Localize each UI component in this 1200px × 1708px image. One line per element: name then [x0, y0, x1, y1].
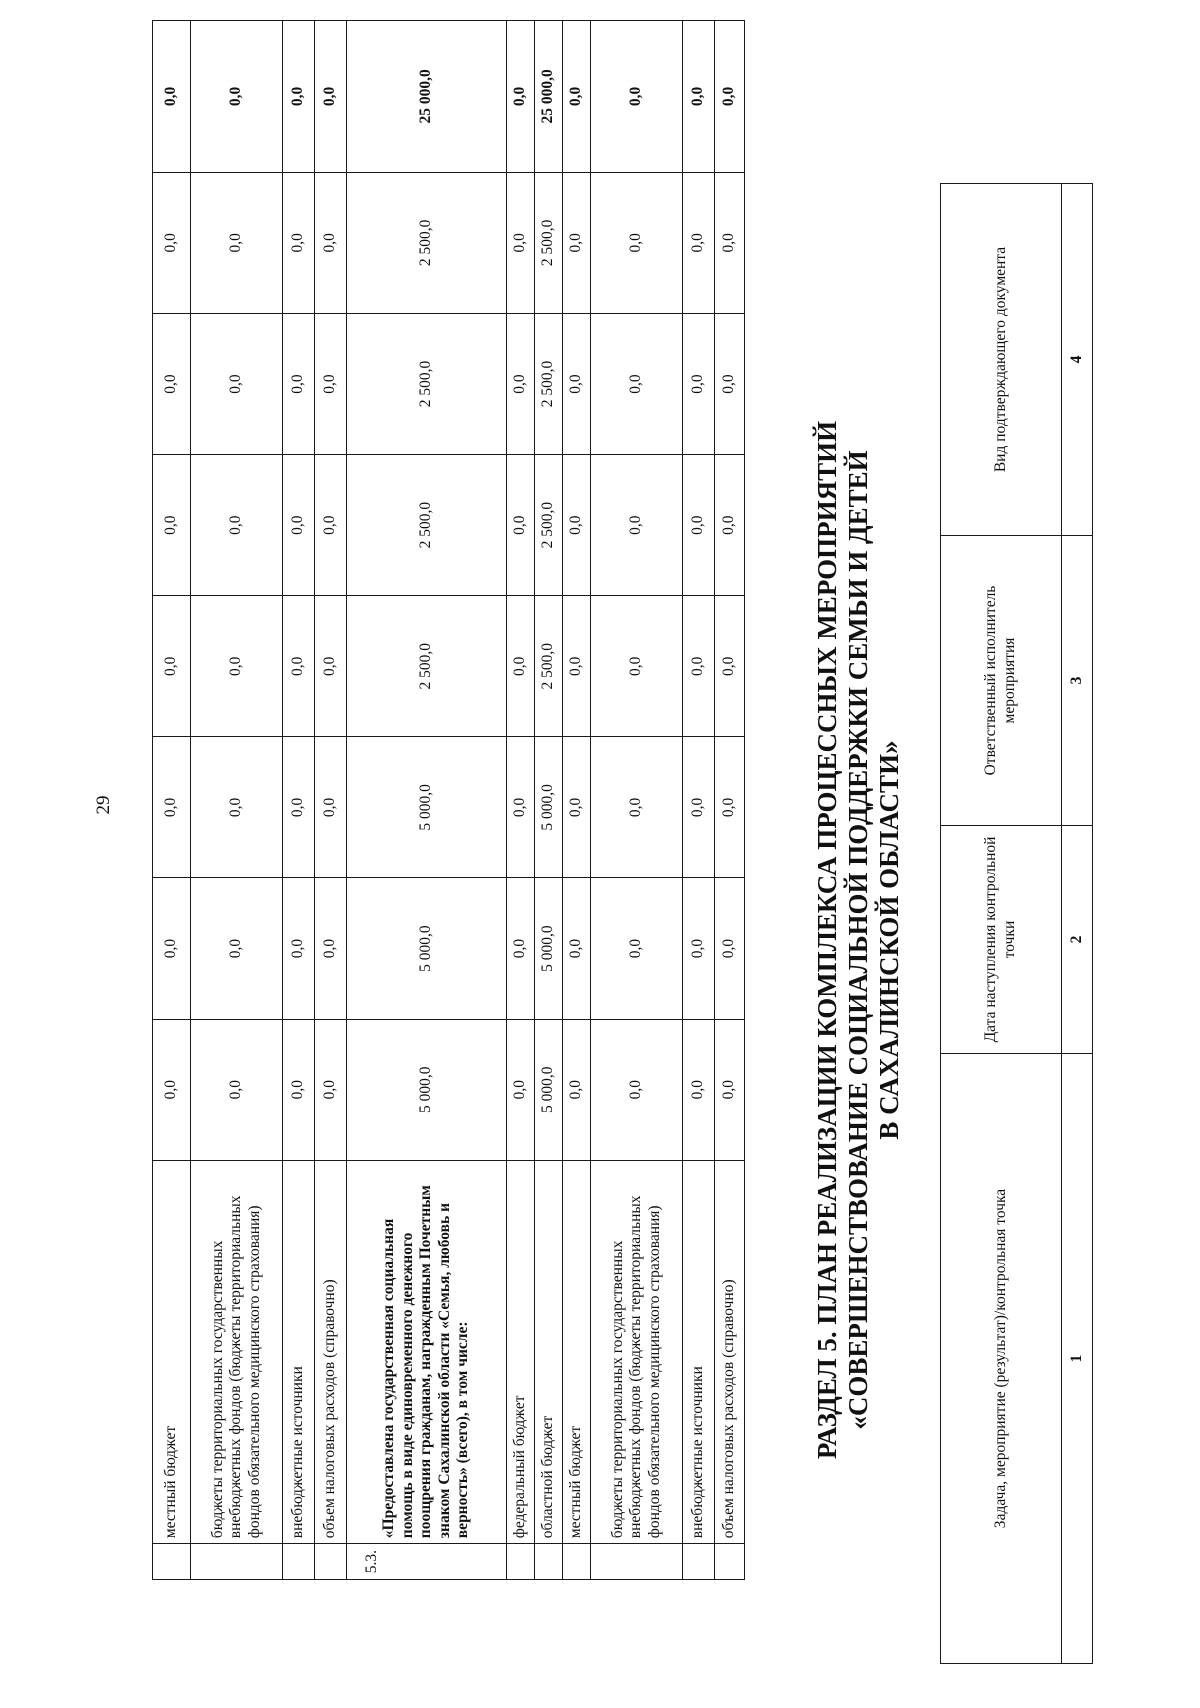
value-cell: 0,0	[563, 737, 591, 878]
row-label-cell: местный бюджет	[153, 1160, 191, 1543]
value-cell: 0,0	[315, 313, 347, 454]
plan-header-task: Задача, мероприятие (результат)/контрольная точка	[941, 1054, 1062, 1664]
plan-header-document: Вид подтверждающего документа	[941, 184, 1062, 536]
value-cell: 0,0	[563, 455, 591, 596]
row-index-cell	[315, 1544, 347, 1580]
value-cell: 0,0	[683, 313, 715, 454]
value-cell: 25 000,0	[347, 21, 507, 173]
value-cell: 0,0	[153, 1019, 191, 1160]
value-cell: 0,0	[591, 737, 683, 878]
plan-table	[940, 183, 1093, 1664]
value-cell: 0,0	[683, 172, 715, 313]
value-cell: 0,0	[715, 21, 745, 173]
value-cell: 5 000,0	[347, 878, 507, 1019]
budget-table	[152, 20, 745, 1580]
value-cell: 5 000,0	[347, 737, 507, 878]
row-label-cell: внебюджетные источники	[683, 1160, 715, 1543]
value-cell: 0,0	[591, 878, 683, 1019]
row-index-cell	[191, 1544, 283, 1580]
row-index-cell	[683, 1544, 715, 1580]
row-label-cell: бюджеты территориальных государственных внебюджетных фондов (бюджеты территориальных фондов обязательного медицинского страхования)	[591, 1160, 683, 1543]
row-index-cell	[715, 1544, 745, 1580]
plan-col-number: 2	[1062, 826, 1093, 1054]
value-cell: 0,0	[283, 313, 315, 454]
value-cell: 0,0	[283, 21, 315, 173]
section-title-line-2: «СОВЕРШЕНСТВОВАНИЕ СОЦИАЛЬНОЙ ПОДДЕРЖКИ СЕМЬИ И ДЕТЕЙ	[843, 450, 874, 1430]
value-cell: 0,0	[563, 172, 591, 313]
value-cell: 0,0	[683, 878, 715, 1019]
plan-header-date: Дата наступления контрольной точки	[941, 826, 1062, 1054]
value-cell: 0,0	[507, 455, 535, 596]
value-cell: 0,0	[563, 313, 591, 454]
value-cell: 0,0	[507, 21, 535, 173]
row-label-cell: бюджеты территориальных государственных внебюджетных фондов (бюджеты территориальных фондов обязательного медицинского страхования)	[191, 1160, 283, 1543]
value-cell: 0,0	[283, 455, 315, 596]
value-cell: 0,0	[283, 596, 315, 737]
value-cell: 0,0	[153, 596, 191, 737]
value-cell: 0,0	[715, 878, 745, 1019]
value-cell: 0,0	[315, 878, 347, 1019]
value-cell: 0,0	[715, 172, 745, 313]
value-cell: 0,0	[507, 737, 535, 878]
value-cell: 5 000,0	[347, 1019, 507, 1160]
plan-col-number: 1	[1062, 1054, 1093, 1664]
value-cell: 0,0	[153, 455, 191, 596]
plan-col-number: 4	[1062, 184, 1093, 536]
value-cell: 0,0	[563, 1019, 591, 1160]
value-cell: 0,0	[591, 172, 683, 313]
row-label-cell: объем налоговых расходов (справочно)	[315, 1160, 347, 1543]
value-cell: 0,0	[683, 737, 715, 878]
value-cell: 0,0	[591, 455, 683, 596]
value-cell: 0,0	[507, 1019, 535, 1160]
value-cell: 0,0	[715, 455, 745, 596]
budget-row	[591, 21, 683, 1580]
value-cell: 0,0	[191, 313, 283, 454]
value-cell: 0,0	[315, 596, 347, 737]
plan-table-block	[940, 184, 1090, 1664]
section-title-line-3: В САХАЛИНСКОЙ ОБЛАСТИ»	[874, 740, 905, 1140]
value-cell: 0,0	[191, 1019, 283, 1160]
value-cell: 0,0	[507, 596, 535, 737]
value-cell: 0,0	[153, 313, 191, 454]
value-cell: 5 000,0	[535, 878, 563, 1019]
plan-header-responsible: Ответственный исполнитель мероприятия	[941, 536, 1062, 826]
budget-row	[283, 21, 315, 1580]
plan-table-number-row	[1062, 184, 1093, 1664]
value-cell: 2 500,0	[347, 455, 507, 596]
budget-row	[315, 21, 347, 1580]
section-title-block	[812, 210, 932, 1670]
value-cell: 0,0	[563, 596, 591, 737]
value-cell: 0,0	[563, 878, 591, 1019]
value-cell: 0,0	[153, 737, 191, 878]
row-label-cell: местный бюджет	[563, 1160, 591, 1543]
budget-row	[153, 21, 191, 1580]
plan-col-number: 3	[1062, 536, 1093, 826]
value-cell: 0,0	[191, 21, 283, 173]
value-cell: 0,0	[191, 172, 283, 313]
value-cell: 0,0	[191, 455, 283, 596]
budget-row	[191, 21, 283, 1580]
value-cell: 0,0	[191, 737, 283, 878]
value-cell: 0,0	[507, 313, 535, 454]
budget-row	[535, 21, 563, 1580]
budget-row	[507, 21, 535, 1580]
row-index-cell	[153, 1544, 191, 1580]
value-cell: 0,0	[507, 172, 535, 313]
value-cell: 0,0	[315, 1019, 347, 1160]
budget-row	[715, 21, 745, 1580]
value-cell: 0,0	[191, 878, 283, 1019]
value-cell: 0,0	[283, 737, 315, 878]
value-cell: 0,0	[715, 737, 745, 878]
row-index-cell	[283, 1544, 315, 1580]
value-cell: 0,0	[591, 21, 683, 173]
value-cell: 0,0	[283, 878, 315, 1019]
value-cell: 0,0	[153, 878, 191, 1019]
value-cell: 0,0	[715, 1019, 745, 1160]
value-cell: 25 000,0	[535, 21, 563, 173]
row-index-cell: 5.3.	[347, 1544, 507, 1580]
value-cell: 2 500,0	[347, 313, 507, 454]
plan-table-header-row	[941, 184, 1062, 1664]
row-index-cell	[507, 1544, 535, 1580]
row-index-cell	[535, 1544, 563, 1580]
section-title	[812, 210, 905, 1670]
value-cell: 2 500,0	[535, 596, 563, 737]
section-title-line-1: РАЗДЕЛ 5. ПЛАН РЕАЛИЗАЦИИ КОМПЛЕКСА ПРОЦЕССНЫХ МЕРОПРИЯТИЙ	[812, 420, 842, 1460]
value-cell: 0,0	[283, 1019, 315, 1160]
value-cell: 2 500,0	[347, 596, 507, 737]
row-label-cell: областной бюджет	[535, 1160, 563, 1543]
value-cell: 0,0	[283, 172, 315, 313]
value-cell: 0,0	[153, 21, 191, 173]
budget-row	[683, 21, 715, 1580]
budget-row	[563, 21, 591, 1580]
value-cell: 0,0	[315, 21, 347, 173]
value-cell: 0,0	[563, 21, 591, 173]
value-cell: 0,0	[683, 455, 715, 596]
value-cell: 2 500,0	[535, 172, 563, 313]
value-cell: 0,0	[591, 313, 683, 454]
value-cell: 2 500,0	[347, 172, 507, 313]
page-number: 29	[93, 795, 114, 815]
value-cell: 0,0	[191, 596, 283, 737]
value-cell: 0,0	[683, 1019, 715, 1160]
value-cell: 0,0	[683, 21, 715, 173]
budget-table-block	[152, 20, 782, 1580]
row-label-cell: внебюджетные источники	[283, 1160, 315, 1543]
row-label-cell: объем налоговых расходов (справочно)	[715, 1160, 745, 1543]
value-cell: 0,0	[315, 455, 347, 596]
row-label-cell: федеральный бюджет	[507, 1160, 535, 1543]
value-cell: 0,0	[715, 313, 745, 454]
value-cell: 0,0	[507, 878, 535, 1019]
row-label-cell: «Предоставлена государственная социальная помощь в виде единовременного денежного поощрения гражданам, награжденным Почетным знаком Сахалинской области «Семья, любовь и верность» (всего), в том числе:	[347, 1160, 507, 1543]
value-cell: 0,0	[591, 596, 683, 737]
value-cell: 5 000,0	[535, 1019, 563, 1160]
value-cell: 0,0	[683, 596, 715, 737]
value-cell: 2 500,0	[535, 455, 563, 596]
value-cell: 5 000,0	[535, 737, 563, 878]
row-index-cell	[591, 1544, 683, 1580]
value-cell: 0,0	[315, 172, 347, 313]
value-cell: 2 500,0	[535, 313, 563, 454]
value-cell: 0,0	[153, 172, 191, 313]
budget-row	[347, 21, 507, 1580]
value-cell: 0,0	[315, 737, 347, 878]
value-cell: 0,0	[591, 1019, 683, 1160]
row-index-cell	[563, 1544, 591, 1580]
value-cell: 0,0	[715, 596, 745, 737]
